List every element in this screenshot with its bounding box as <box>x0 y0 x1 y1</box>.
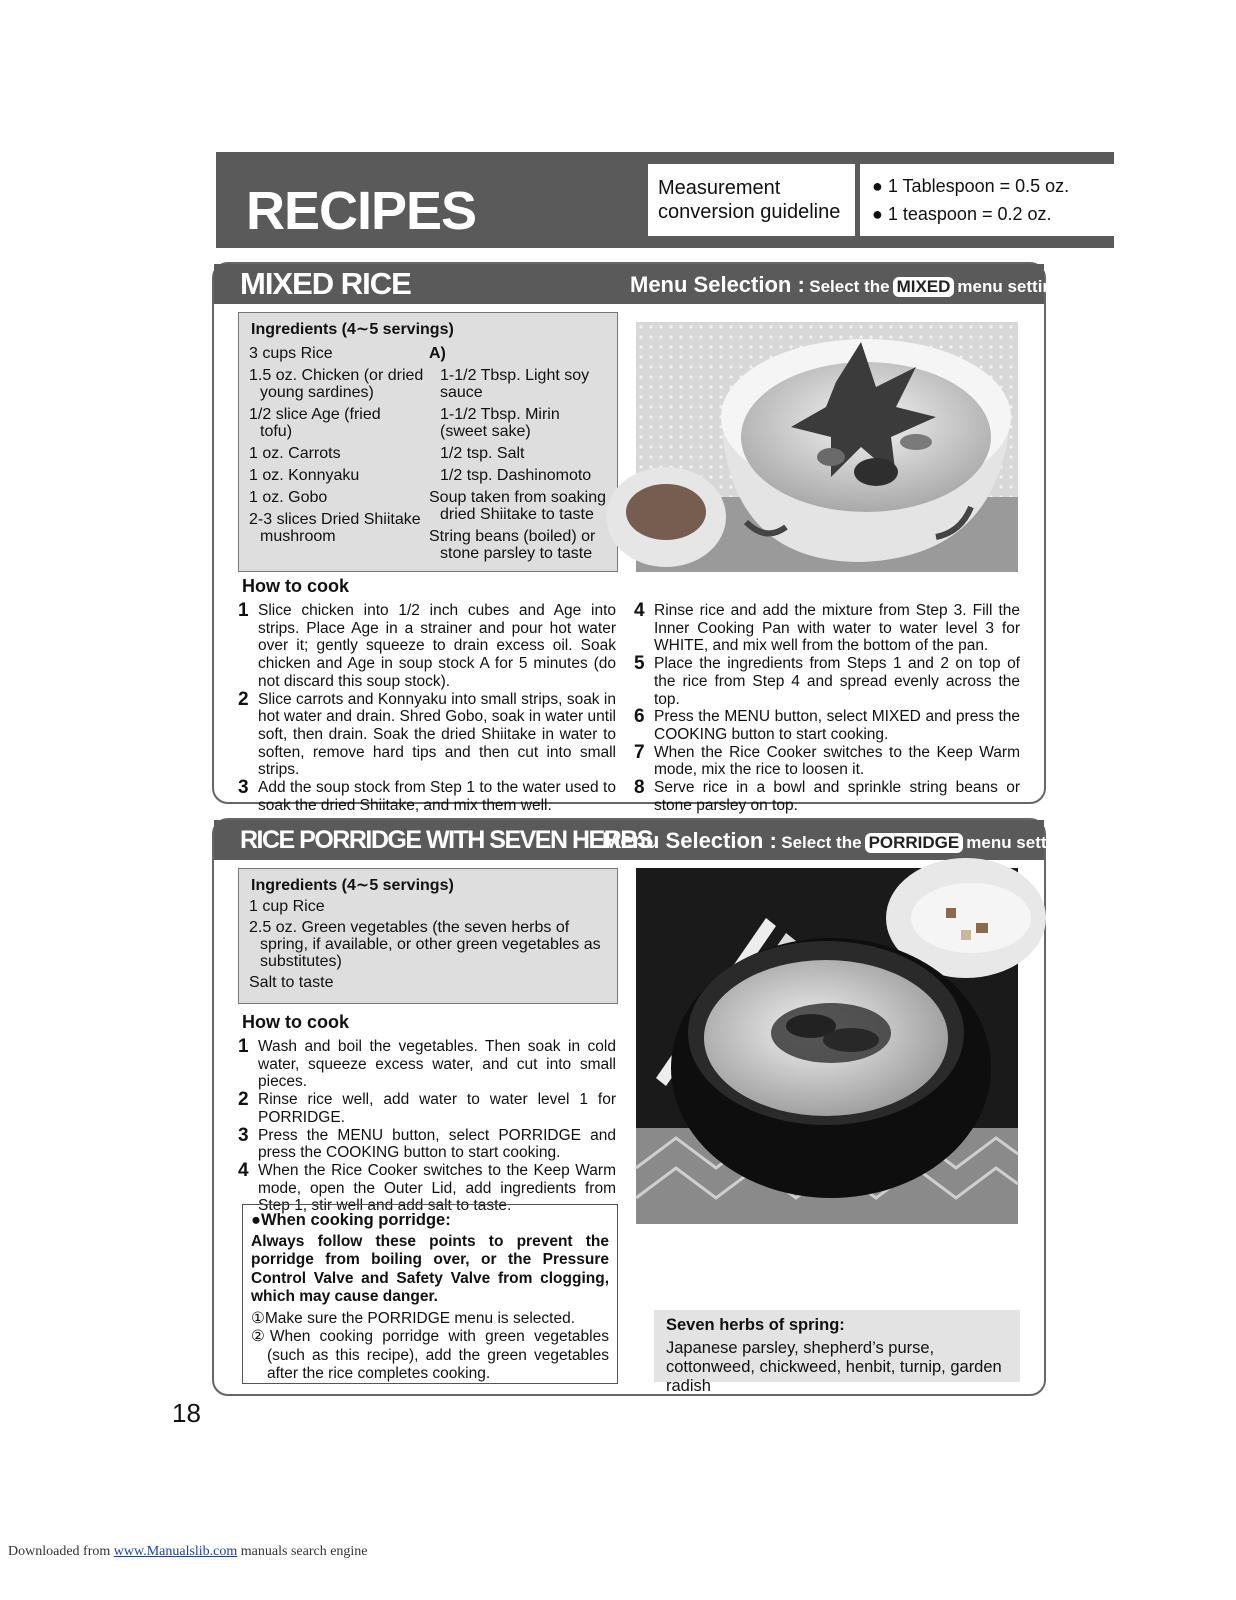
ingredient-item: 1-1/2 Tbsp. Light soy sauce <box>440 367 590 401</box>
seven-herbs-text: Japanese parsley, shepherd’s purse, cottonweed, chickweed, henbit, turnip, garden radish <box>666 1339 1002 1395</box>
ingredient-item: Soup taken from soaking dried Shiitake to taste <box>429 489 606 523</box>
recipe-step: 4 When the Rice Cooker switches to the Keep Warm mode, open the Outer Lid, add ingredients from Step 1, stir well and add salt to taste. <box>238 1159 616 1215</box>
ingredient-item: 1 cup Rice <box>249 898 325 915</box>
recipe-step: 2 Slice carrots and Konnyaku into small strips, soak in hot water and drain. Shred Gobo, soak in water until soft, then drain. Soak the dried Shiitake in water to soften, remove hard tips and then cut into small strips. <box>238 688 616 779</box>
recipe-step: 3 Press the MENU button, select PORRIDGE and press the COOKING button to start cooking. <box>238 1124 616 1162</box>
ingredient-item: 2.5 oz. Green vegetables (the seven herbs of spring, if available, or other green vegetables as substitutes) <box>249 919 601 970</box>
porridge-menu-selection: Menu Selection : Select the PORRIDGE menu setting. <box>602 828 1077 853</box>
conversion-label: Measurement conversion guideline <box>648 164 855 236</box>
ingredient-item: 1/2 tsp. Salt <box>440 445 525 462</box>
porridge-ingredients-heading: Ingredients (4∼5 servings) <box>251 877 454 894</box>
recipe-step: 8 Serve rice in a bowl and sprinkle string beans or stone parsley on top. <box>634 777 1020 814</box>
download-footer: Downloaded from www.Manualslib.com manuals search engine <box>8 1544 368 1559</box>
ingredient-item: 2-3 slices Dried Shiitake mushroom <box>249 511 421 545</box>
recipe-step: 2 Rinse rice well, add water to water level 1 for PORRIDGE. <box>238 1089 616 1126</box>
conversion-teaspoon: ● 1 teaspoon = 0.2 oz. <box>872 204 1052 224</box>
ingredient-item: Salt to taste <box>249 974 334 991</box>
ingredient-item: 1 oz. Gobo <box>249 489 328 506</box>
mixed-ingredients-heading: Ingredients (4∼5 servings) <box>251 321 454 338</box>
mixed-rice-photo <box>636 322 1018 572</box>
header-divider <box>216 244 1114 247</box>
recipe-step: 1 Wash and boil the vegetables. Then soak in cold water, squeeze excess water, and cut into small pieces. <box>238 1036 616 1091</box>
porridge-ingredients-box <box>238 868 618 1004</box>
porridge-bowl-image <box>636 868 1018 1224</box>
mixed-rice-title-bar <box>214 264 1068 304</box>
caution-text: Always follow these points to prevent the porridge from boiling over, or the Pressure Control Valve and Safety Valve from clogging, which may cause danger. <box>251 1232 609 1305</box>
ingredient-item: 1-1/2 Tbsp. Mirin (sweet sake) <box>440 406 560 440</box>
recipe-step: 6 Press the MENU button, select MIXED and press the COOKING button to start cooking. <box>634 706 1020 743</box>
mixed-rice-bowl-image <box>636 322 1018 572</box>
caution-heading: ●When cooking porridge: <box>251 1211 451 1229</box>
ingredient-item: 3 cups Rice <box>249 345 333 362</box>
conversion-values <box>860 164 1114 236</box>
mixed-menu-selection: Menu Selection : Select the MIXED menu setting. <box>630 272 1068 297</box>
porridge-caution-box <box>242 1204 618 1384</box>
mixed-steps-left <box>238 602 616 814</box>
manualslib-link[interactable]: www.Manualslib.com <box>113 1544 238 1559</box>
recipe-step: 3 Add the soup stock from Step 1 to the water used to soak the dried Shiitake, and mix them well. <box>238 777 616 814</box>
caution-point: ①Make sure the PORRIDGE menu is selected. <box>251 1309 576 1327</box>
mixed-steps-right <box>634 602 1020 814</box>
porridge-photo <box>636 868 1018 1224</box>
mixed-menu-badge: MIXED <box>893 277 955 297</box>
porridge-section <box>212 818 1077 1396</box>
conversion-tablespoon: ● 1 Tablespoon = 0.5 oz. <box>872 176 1070 196</box>
ingredient-item: 1 oz. Carrots <box>249 445 341 462</box>
ingredients-group-a: A) <box>429 345 446 362</box>
ingredient-item: 1/2 slice Age (fried tofu) <box>249 406 381 440</box>
ingredient-item: 1/2 tsp. Dashinomoto <box>440 467 592 484</box>
seven-herbs-heading: Seven herbs of spring: <box>666 1316 845 1334</box>
mixed-rice-title: MIXED RICE <box>240 266 411 301</box>
porridge-menu-badge: PORRIDGE <box>865 833 964 853</box>
mixed-how-to-cook-heading: How to cook <box>242 576 349 596</box>
recipe-step: 1 Slice chicken into 1/2 inch cubes and Age into strips. Place Age in a strainer and pour hot water over it; gently squeeze to drain excess oil. Soak chicken and Age in soup stock A for 5 minutes (do not discard this soup stock). <box>238 600 616 690</box>
porridge-steps <box>238 1038 616 1215</box>
ingredient-item: String beans (boiled) or stone parsley to taste <box>429 528 596 562</box>
mixed-rice-section <box>212 262 1068 814</box>
porridge-how-to-cook-heading: How to cook <box>242 1012 349 1032</box>
ingredient-item: 1.5 oz. Chicken (or dried young sardines) <box>249 367 424 401</box>
caution-point: ②When cooking porridge with green vegetables (such as this recipe), add the green vegetables after the rice completes cooking. <box>251 1328 609 1382</box>
mixed-ingredients-box <box>238 312 618 572</box>
recipe-step: 4 Rinse rice and add the mixture from Step 3. Fill the Inner Cooking Pan with water to water level 3 for WHITE, and mix well from the bottom of the pan. <box>634 600 1020 655</box>
page-title: RECIPES <box>246 181 477 241</box>
recipes-header <box>216 152 1114 248</box>
ingredient-item: 1 oz. Konnyaku <box>249 467 360 484</box>
page-number: 18 <box>172 1398 201 1428</box>
porridge-title: RICE PORRIDGE WITH SEVEN HERBS <box>240 826 652 854</box>
recipe-step: 5 Place the ingredients from Steps 1 and 2 on top of the rice from Step 4 and spread evenly across the top. <box>634 653 1020 708</box>
seven-herbs-box <box>654 1310 1020 1395</box>
recipe-step: 7 When the Rice Cooker switches to the Keep Warm mode, mix the rice to loosen it. <box>634 741 1020 779</box>
porridge-title-bar <box>214 820 1077 860</box>
